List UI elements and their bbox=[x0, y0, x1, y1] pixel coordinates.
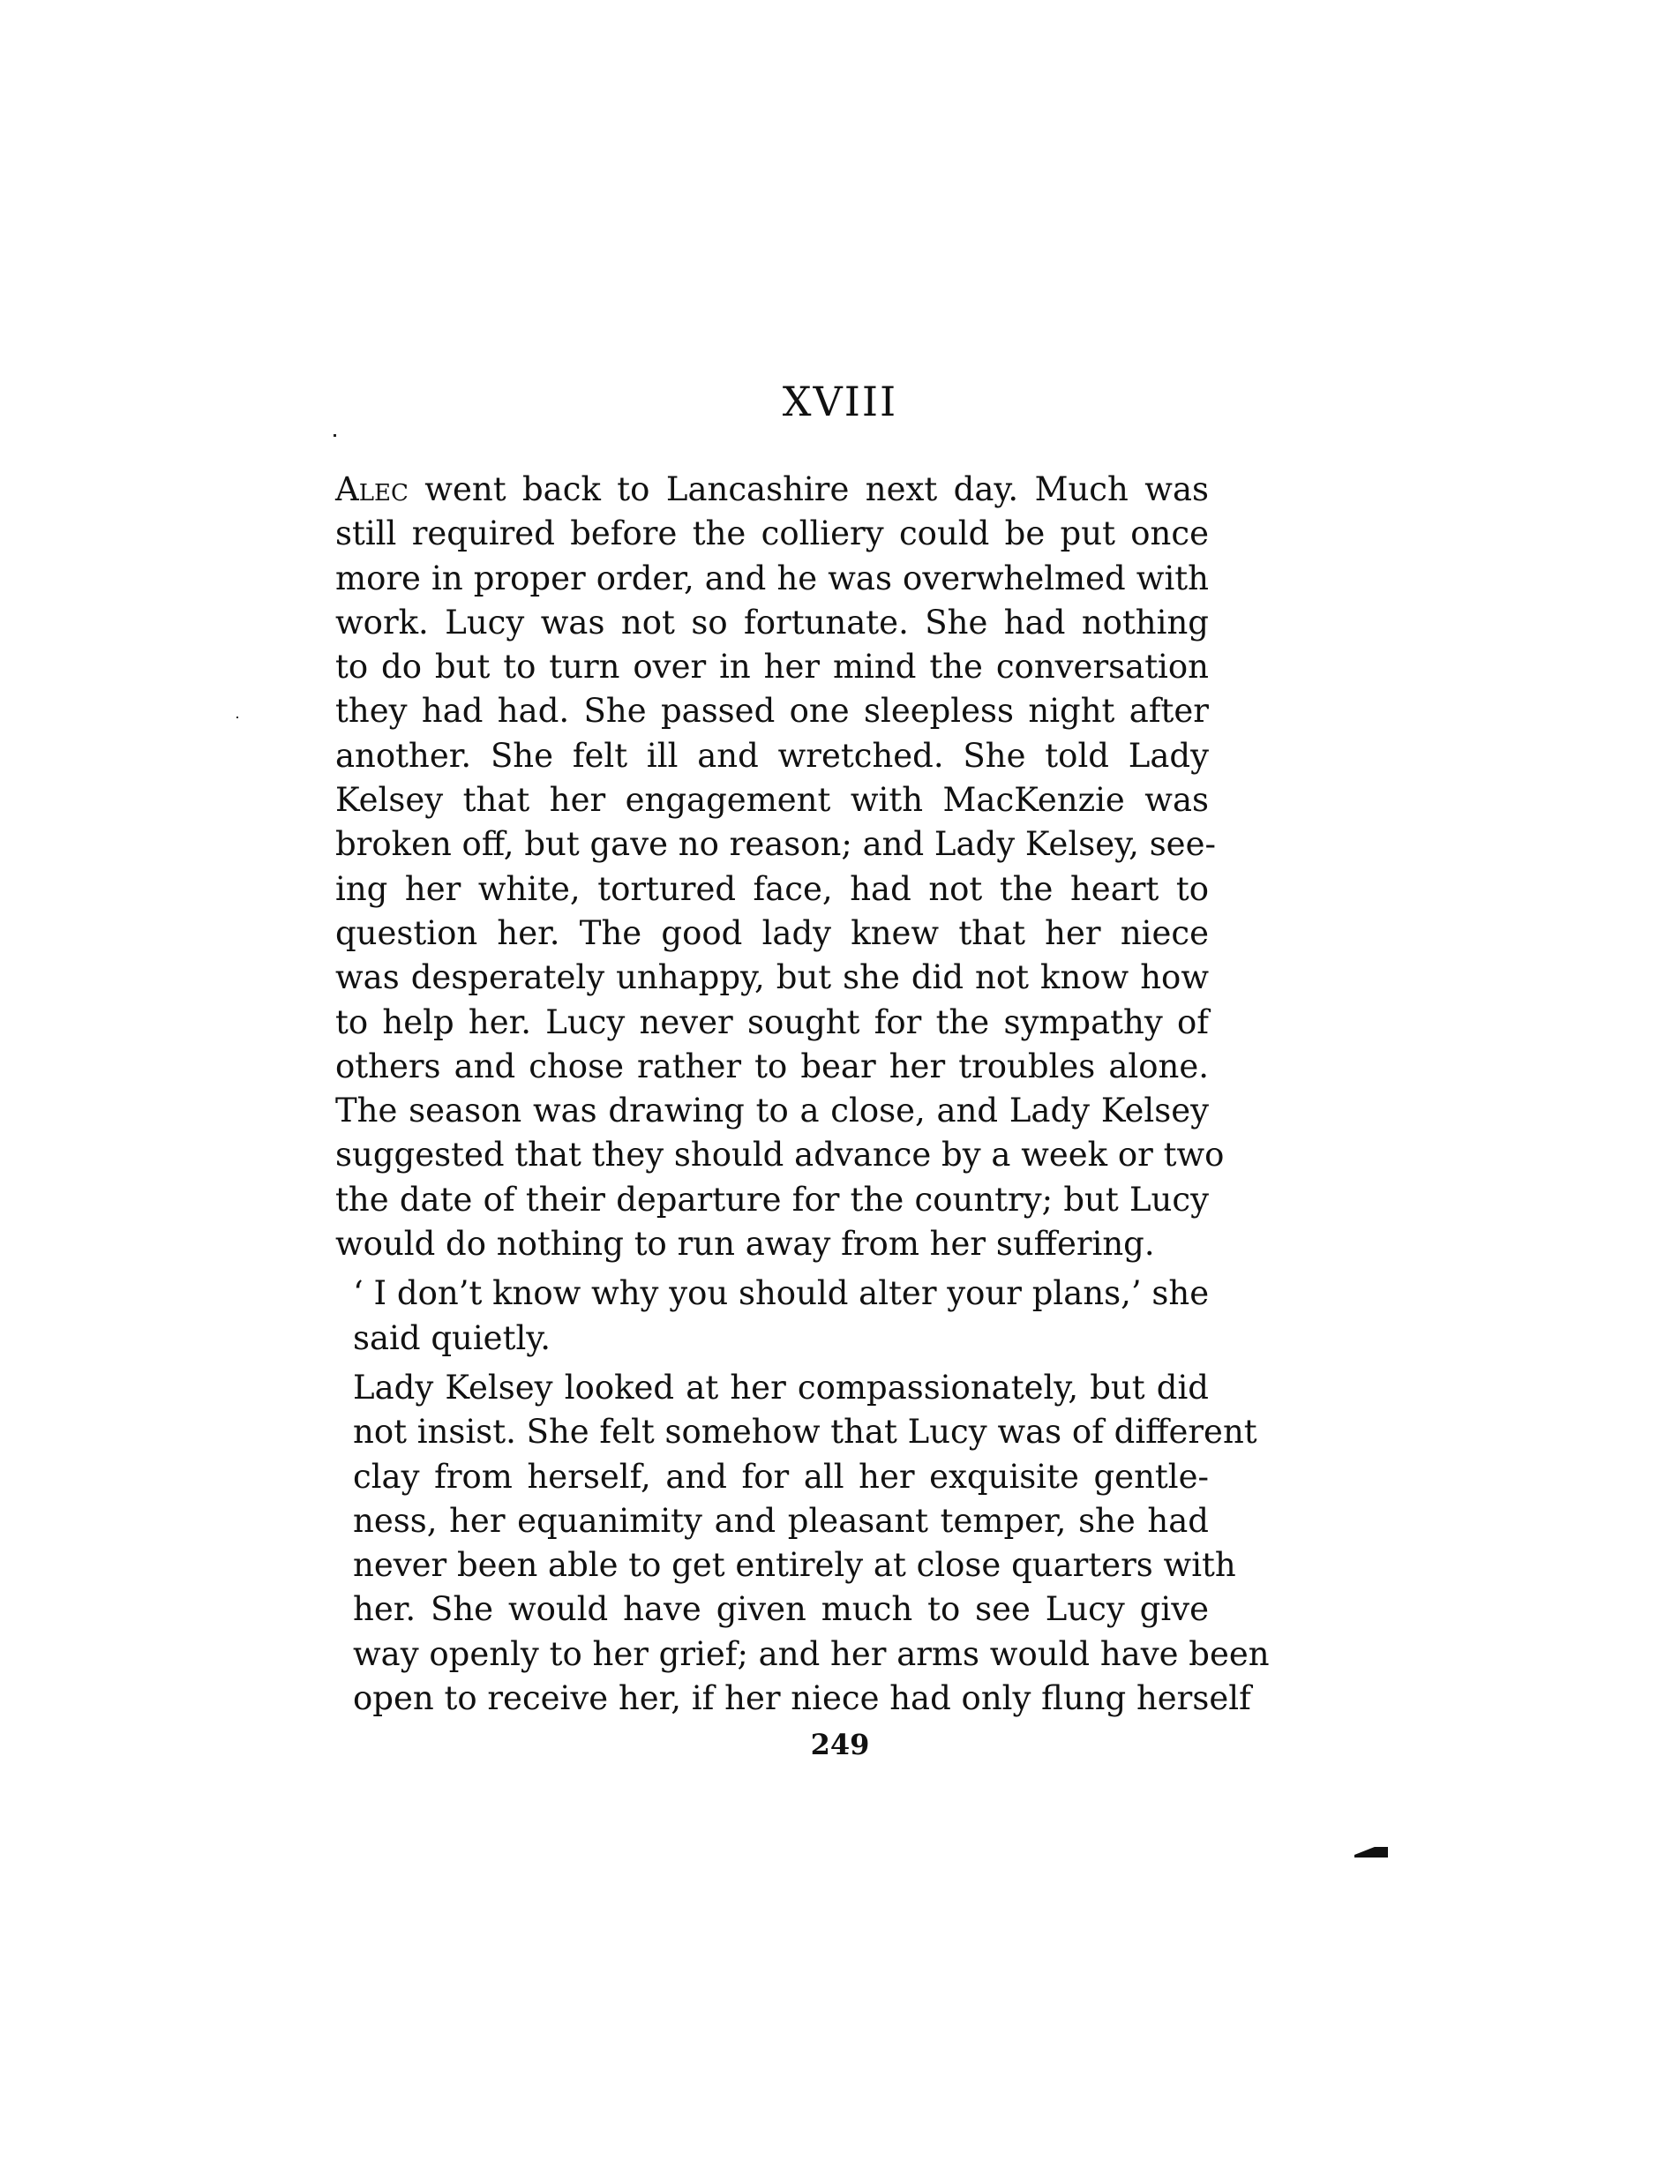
text-line: to help her. Lucy never sought for the sympathy of bbox=[335, 1002, 1209, 1041]
text-line bbox=[335, 468, 1209, 512]
page-number: 249 bbox=[810, 1728, 870, 1761]
text-line: broken off, but gave no reason; and Lady Kelsey, see- bbox=[335, 825, 1216, 864]
paragraph-3 bbox=[335, 1366, 1270, 1721]
text-line: not insist. She felt somehow that Lucy was of different bbox=[353, 1413, 1257, 1452]
text-line-content: went back to Lancashire next day. Much was bbox=[424, 470, 1209, 508]
text-line: they had had. She passed one sleepless night after bbox=[335, 692, 1209, 731]
paragraph-2 bbox=[335, 1272, 1209, 1361]
text-line: open to receive her, if her niece had only flung herself bbox=[353, 1679, 1251, 1718]
text-line: ness, her equanimity and pleasant temper, she had bbox=[353, 1501, 1209, 1540]
text-line: her. She would have given much to see Lucy give bbox=[353, 1590, 1209, 1629]
text-line: another. She felt ill and wretched. She told Lady bbox=[335, 736, 1209, 775]
text-line: others and chose rather to bear her troubles alone. bbox=[335, 1047, 1209, 1085]
chapter-heading: XVIII bbox=[782, 378, 898, 425]
text-line: question her. The good lady knew that her niece bbox=[335, 913, 1209, 952]
scan-speck bbox=[236, 717, 238, 718]
text-line: would do nothing to run away from her suffering. bbox=[335, 1225, 1155, 1264]
body-text bbox=[335, 468, 1270, 1721]
text-line: was desperately unhappy, but she did not know how bbox=[335, 958, 1209, 997]
text-line: Lady Kelsey looked at her compassionately, but did bbox=[353, 1368, 1209, 1407]
scan-mark bbox=[1354, 1847, 1388, 1858]
text-line: Kelsey that her engagement with MacKenzie was bbox=[335, 781, 1209, 820]
paragraph-1 bbox=[335, 468, 1225, 1266]
text-line: ing her white, tortured face, had not the heart to bbox=[335, 869, 1209, 908]
text-line: still required before the colliery could be put once bbox=[335, 514, 1209, 553]
text-line: never been able to get entirely at close quarters with bbox=[353, 1546, 1236, 1585]
text-line: suggested that they should advance by a week or two bbox=[335, 1136, 1225, 1175]
text-line: more in proper order, and he was overwhelmed with bbox=[335, 559, 1209, 597]
text-line: to do but to turn over in her mind the conversation bbox=[335, 648, 1209, 687]
lead-word: Alec bbox=[335, 470, 409, 508]
text-line: clay from herself, and for all her exquisite gentle- bbox=[353, 1457, 1209, 1496]
scan-speck bbox=[334, 434, 336, 437]
text-line: the date of their departure for the country; but Lucy bbox=[335, 1180, 1209, 1219]
text-line: The season was drawing to a close, and Lady Kelsey bbox=[335, 1092, 1209, 1130]
text-line: ‘ I don’t know why you should alter your plans,’ she bbox=[353, 1274, 1210, 1313]
text-line: said quietly. bbox=[353, 1318, 551, 1357]
text-line: way openly to her grief; and her arms would have been bbox=[353, 1634, 1270, 1673]
text-line: work. Lucy was not so fortunate. She had nothing bbox=[335, 603, 1209, 642]
